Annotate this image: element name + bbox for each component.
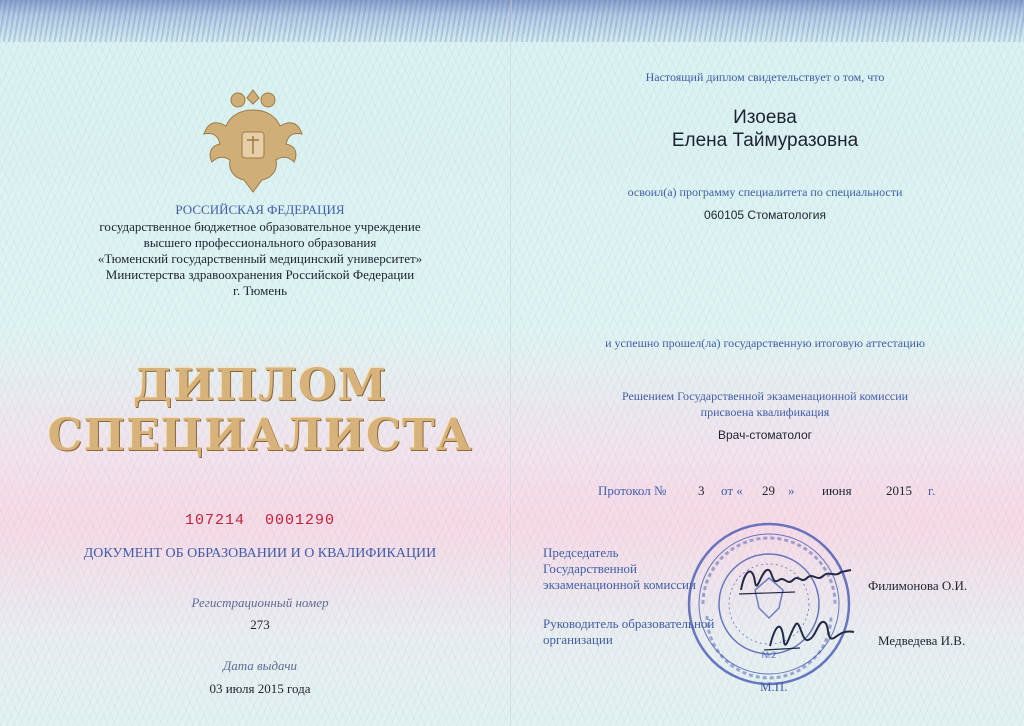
chairman-signature bbox=[735, 560, 855, 598]
chairman-name: Филимонова О.И. bbox=[868, 578, 968, 593]
country-label: РОССИЙСКАЯ ФЕДЕРАЦИЯ bbox=[175, 202, 345, 217]
official-round-stamp bbox=[683, 520, 855, 688]
commission-line-2: присвоена квалификация bbox=[700, 405, 830, 419]
institution-line-2: высшего профессионального образования bbox=[143, 235, 377, 250]
issue-date-label: Дата выдачи bbox=[222, 658, 298, 673]
head-label-line-2: организации bbox=[543, 632, 613, 647]
serial-number: 107214 0001290 bbox=[184, 512, 336, 529]
qualification: Врач-стоматолог bbox=[718, 428, 812, 442]
commission-line-1: Решением Государственной экзаменационной комиссии bbox=[621, 389, 909, 403]
head-name: Медведева И.В. bbox=[878, 633, 966, 648]
protocol-year-suffix: г. bbox=[928, 483, 936, 498]
chairman-label-line-2: Государственной bbox=[543, 561, 638, 576]
protocol-year: 2015 bbox=[886, 483, 912, 498]
seal-place-label: М.П. bbox=[760, 679, 788, 694]
institution-line-3: «Тюменский государственный медицинский университет» bbox=[97, 251, 423, 266]
registration-number-label: Регистрационный номер bbox=[191, 595, 329, 610]
protocol-month: июня bbox=[822, 483, 852, 498]
protocol-number: 3 bbox=[698, 483, 705, 498]
head-signature bbox=[760, 612, 860, 656]
document-type: ДОКУМЕНТ ОБ ОБРАЗОВАНИИ И О КВАЛИФИКАЦИИ bbox=[83, 546, 437, 561]
coat-of-arms-emblem bbox=[200, 80, 306, 195]
protocol-from-label: от « bbox=[721, 483, 743, 498]
chairman-label-line-1: Председатель bbox=[543, 545, 619, 560]
given-names: Елена Таймуразовна bbox=[671, 130, 859, 151]
program-label: освоил(а) программу специалитета по специальности bbox=[627, 185, 903, 199]
svg-text:№2: №2 bbox=[761, 651, 777, 661]
specialty: 060105 Стоматология bbox=[704, 208, 826, 222]
chairman-label-line-3: экзаменационной комиссии bbox=[543, 577, 696, 592]
issue-date: 03 июля 2015 года bbox=[209, 681, 311, 696]
attestation-text: и успешно прошел(ла) государственную итоговую аттестацию bbox=[605, 336, 925, 350]
surname: Изоева bbox=[733, 107, 797, 128]
institution-line-5: г. Тюмень bbox=[232, 283, 288, 298]
title-line-2: СПЕЦИАЛИСТА bbox=[47, 410, 473, 461]
protocol-label: Протокол № bbox=[598, 483, 667, 498]
decorative-top-band bbox=[0, 0, 1024, 42]
head-label-line-1: Руководитель образовательной bbox=[543, 616, 715, 631]
title-line-1: ДИПЛОМ bbox=[132, 360, 388, 411]
institution-line-1: государственное бюджетное образовательное учреждение bbox=[99, 219, 421, 234]
intro-text: Настоящий диплом свидетельствует о том, что bbox=[645, 70, 885, 84]
institution-line-4: Министерства здравоохранения Российской Федерации bbox=[105, 267, 415, 282]
registration-number: 273 bbox=[250, 617, 270, 632]
page-fold bbox=[510, 0, 512, 726]
protocol-close-quote: » bbox=[788, 483, 795, 498]
protocol-day: 29 bbox=[762, 483, 775, 498]
